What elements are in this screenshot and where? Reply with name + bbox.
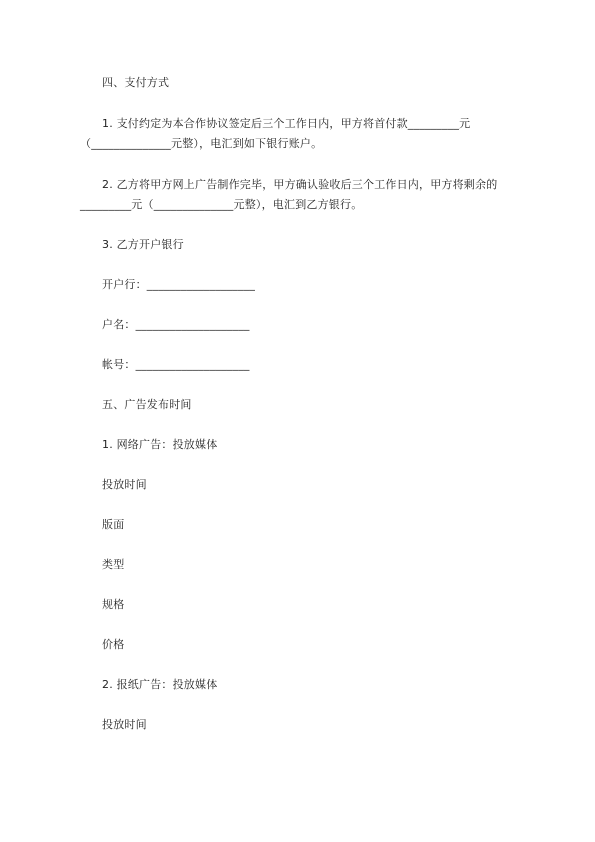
account-holder-field: 户名：____________________ [102,318,250,331]
payment-clause-3-heading: 3. 乙方开户银行 [102,238,184,251]
payment-clause-2-line-2: _________元（______________元整），电汇到乙方银行。 [80,198,363,211]
online-ad-layout: 版面 [102,518,125,531]
newspaper-ad-media: 2. 报纸广告：投放媒体 [102,678,218,691]
payment-clause-2-line-1: 2. 乙方将甲方网上广告制作完毕，甲方确认验收后三个工作日内，甲方将剩余的 [102,178,498,191]
account-number-field: 帐号：____________________ [102,358,250,371]
online-ad-time: 投放时间 [102,478,147,491]
online-ad-price: 价格 [102,638,125,651]
section-heading-payment-method: 四、支付方式 [102,76,170,89]
online-ad-media: 1. 网络广告：投放媒体 [102,438,218,451]
online-ad-type: 类型 [102,558,125,571]
online-ad-spec: 规格 [102,598,125,611]
newspaper-ad-time: 投放时间 [102,718,147,731]
payment-clause-1-line-2: （______________元整），电汇到如下银行账户。 [80,137,323,150]
section-heading-publish-time: 五、广告发布时间 [102,398,192,411]
payment-clause-1-line-1: 1. 支付约定为本合作协议签定后三个工作日内，甲方将首付款_________元 [102,117,471,130]
bank-name-field: 开户行：___________________ [102,278,256,291]
